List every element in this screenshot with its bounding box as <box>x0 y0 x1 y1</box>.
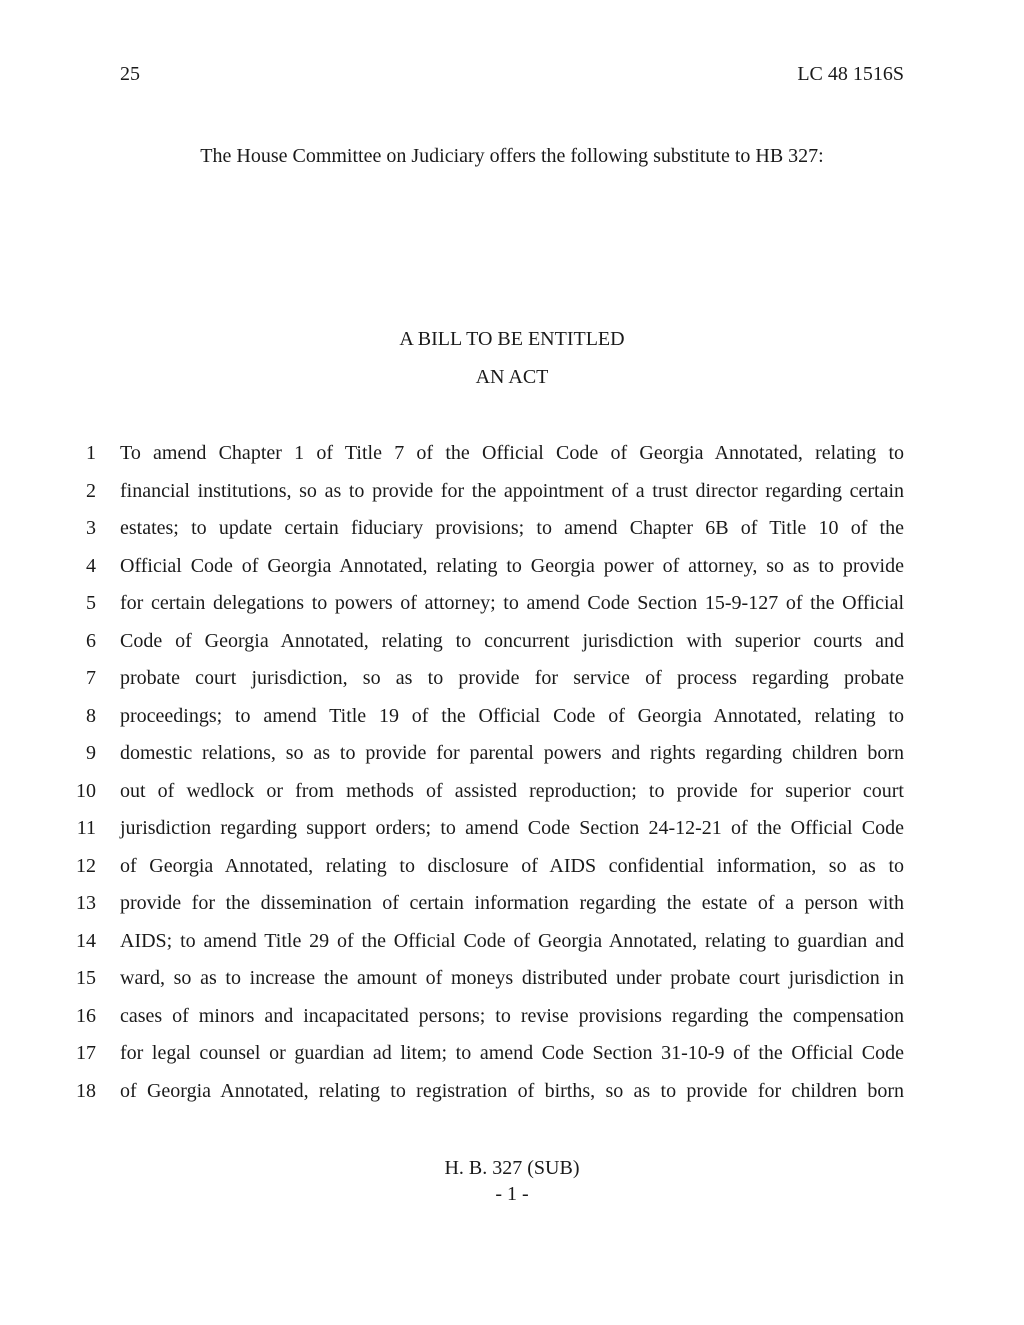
substitute-note: The House Committee on Judiciary offers the following substitute to HB 327: <box>200 145 824 167</box>
body-line <box>0 928 1024 966</box>
line-number: 7 <box>86 667 96 689</box>
body-line <box>0 853 1024 891</box>
body-line <box>0 515 1024 553</box>
body-line <box>0 590 1024 628</box>
bill-body <box>0 440 1024 1115</box>
line-number: 2 <box>86 479 96 502</box>
line-text: Code of Georgia Annotated, relating to concurrent jurisdiction with superior courts and <box>120 629 904 652</box>
line-text: estates; to update certain fiduciary provisions; to amend Chapter 6B of Title 10 of the <box>120 517 904 539</box>
line-text: cases of minors and incapacitated persons; to revise provisions regarding the compensation <box>120 1004 904 1027</box>
line-text: out of wedlock or from methods of assisted reproduction; to provide for superior court <box>120 779 904 802</box>
body-line <box>0 815 1024 853</box>
line-number: 13 <box>76 892 96 914</box>
line-text: for legal counsel or guardian ad litem; to amend Code Section 31-10-9 of the Official Code <box>120 1042 904 1064</box>
body-line <box>0 628 1024 666</box>
line-number: 16 <box>76 1004 96 1027</box>
line-number: 12 <box>76 854 96 877</box>
line-number: 3 <box>86 517 96 539</box>
line-text: proceedings; to amend Title 19 of the Official Code of Georgia Annotated, relating to <box>120 704 904 727</box>
footer-page-number: - 1 - <box>495 1183 529 1205</box>
line-number: 15 <box>76 967 96 989</box>
line-text: of Georgia Annotated, relating to disclosure of AIDS confidential information, so as to <box>120 854 904 877</box>
line-number: 17 <box>76 1042 96 1064</box>
line-number: 14 <box>76 929 96 952</box>
line-text: To amend Chapter 1 of Title 7 of the Official Code of Georgia Annotated, relating to <box>120 442 904 464</box>
line-number: 10 <box>76 779 96 802</box>
line-text: of Georgia Annotated, relating to registration of births, so as to provide for children born <box>120 1079 904 1102</box>
body-line <box>0 1040 1024 1078</box>
body-line <box>0 478 1024 516</box>
body-line <box>0 965 1024 1003</box>
line-text: financial institutions, so as to provide for the appointment of a trust director regarding certain <box>120 479 904 502</box>
bill-title: A BILL TO BE ENTITLED <box>399 328 625 350</box>
body-line <box>0 440 1024 478</box>
line-number: 4 <box>86 554 96 577</box>
document-id: LC 48 1516S <box>797 63 904 85</box>
line-text: domestic relations, so as to provide for parental powers and rights regarding children born <box>120 742 904 764</box>
body-line <box>0 703 1024 741</box>
line-number: 1 <box>86 442 96 464</box>
line-text: provide for the dissemination of certain information regarding the estate of a person with <box>120 892 904 914</box>
footer-bill-reference: H. B. 327 (SUB) <box>444 1157 580 1179</box>
line-text: for certain delegations to powers of attorney; to amend Code Section 15-9-127 of the Official <box>120 592 904 614</box>
body-line <box>0 740 1024 778</box>
line-number: 18 <box>76 1079 96 1102</box>
page-number: 25 <box>120 63 140 85</box>
line-number: 11 <box>76 817 96 839</box>
body-line <box>0 890 1024 928</box>
line-number: 6 <box>86 629 96 652</box>
body-line <box>0 553 1024 591</box>
body-line <box>0 1078 1024 1116</box>
body-line <box>0 665 1024 703</box>
bill-subtitle: AN ACT <box>475 366 549 388</box>
line-text: ward, so as to increase the amount of moneys distributed under probate court jurisdiction in <box>120 967 904 989</box>
line-text: jurisdiction regarding support orders; to amend Code Section 24-12-21 of the Official Code <box>120 817 904 839</box>
line-text: AIDS; to amend Title 29 of the Official Code of Georgia Annotated, relating to guardian and <box>120 929 904 952</box>
line-number: 9 <box>86 742 96 764</box>
line-text: Official Code of Georgia Annotated, relating to Georgia power of attorney, so as to provide <box>120 554 904 577</box>
line-text: probate court jurisdiction, so as to provide for service of process regarding probate <box>120 667 904 689</box>
body-line <box>0 778 1024 816</box>
line-number: 5 <box>86 592 96 614</box>
body-line <box>0 1003 1024 1041</box>
line-number: 8 <box>86 704 96 727</box>
